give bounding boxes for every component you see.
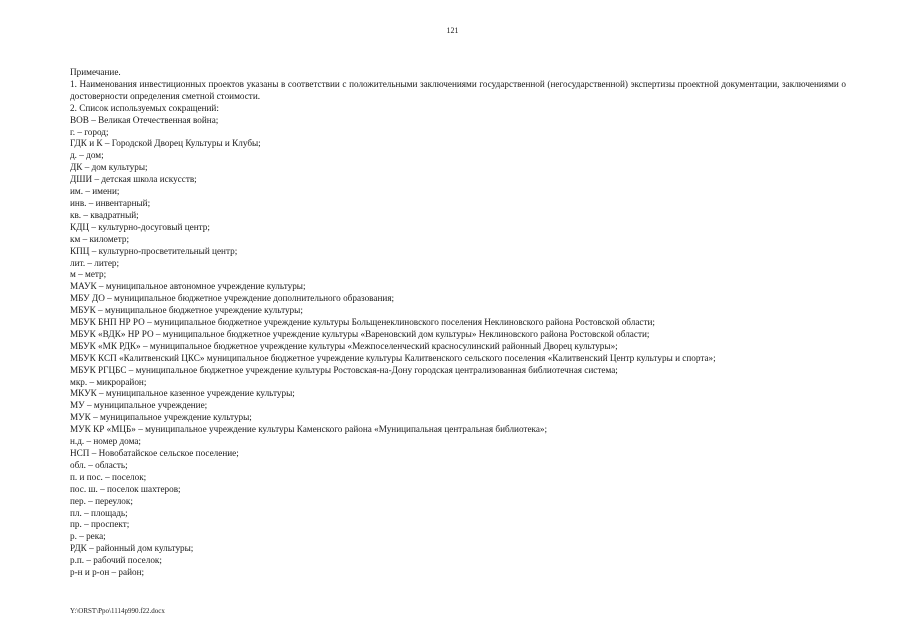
abbreviation-item: ВОВ – Великая Отечественная война; [70, 114, 219, 125]
abbreviation-item: инв. – инвентарный; [70, 197, 151, 208]
abbreviation-item: МУК – муниципальное учреждение культуры; [70, 412, 252, 423]
abbreviation-item: п. и пос. – поселок; [70, 471, 147, 482]
page-number: 121 [446, 26, 459, 35]
abbreviation-item: МБУК «МК РДК» – муниципальное бюджетное учреждение культуры «Межпоселенческий красносулинский районный Дворец культуры»; [70, 340, 618, 351]
abbreviation-item: МБУК КСП «Калитвенский ЦКС» муниципальное бюджетное учреждение культуры Калитвенского сельского поселения «Калитвенский Центр культуры и спорта»; [70, 352, 716, 363]
abbreviation-item: пл. – площадь; [70, 507, 128, 518]
abbreviation-item: ДК – дом культуры; [70, 162, 148, 173]
abbreviation-item: р. – река; [70, 531, 106, 542]
abbreviation-item: пер. – переулок; [70, 495, 133, 506]
note-paragraph-1: 1. Наименования инвестиционных проектов указаны в соответствии с положительными заключениями государственной (негосударственной) экспертизы проектной документации, заключениями о достоверности определения сметной стоимости. [70, 78, 846, 101]
abbreviation-item: р.п. – рабочий поселок; [70, 555, 162, 566]
abbreviation-item: КПЦ – культурно-просветительный центр; [70, 245, 238, 256]
abbreviation-item: ДШИ – детская школа искусств; [70, 174, 197, 185]
abbreviation-item: МБУК БНП НР РО – муниципальное бюджетное учреждение культуры Больщенеклиновского поселения Неклиновского района Ростовской области; [70, 317, 655, 328]
abbreviation-item: МБУК «ВДК» НР РО – муниципальное бюджетное учреждение культуры «Вареновский дом культуры» Неклиновского района Ростовской области; [70, 328, 650, 339]
abbreviation-item: км – километр; [70, 233, 130, 244]
abbreviation-item: МУК КР «МЦБ» – муниципальное учреждение культуры Каменского района «Муниципальная центральная библиотека»; [70, 424, 548, 435]
note-title: Примечание. [70, 67, 121, 77]
abbreviation-list [70, 115, 846, 579]
abbreviation-item: им. – имени; [70, 186, 120, 197]
footer-file-path: Y:\ORST\Ppo\1114p990.f22.docx [70, 607, 165, 615]
abbreviation-item: МБУК РГЦБС – муниципальное бюджетное учреждение культуры Ростовская-на-Дону городская централизованная библиотечная система; [70, 364, 618, 375]
abbreviation-item: мкр. – микрорайон; [70, 376, 147, 387]
abbreviation-item: обл. – область; [70, 459, 128, 470]
abbreviation-item: д. – дом; [70, 150, 104, 161]
document-body [70, 67, 846, 579]
abbreviation-item: РДК – районный дом культуры; [70, 543, 194, 554]
abbreviation-item: КДЦ – культурно-досуговый центр; [70, 221, 210, 232]
abbreviation-item: ГДК и К – Городской Дворец Культуры и Клубы; [70, 138, 261, 149]
abbreviation-item: МКУК – муниципальное казенное учреждение культуры; [70, 388, 295, 399]
abbreviation-item: н.д. – номер дома; [70, 436, 141, 447]
abbreviation-item: пос. ш. – поселок шахтеров; [70, 483, 181, 494]
abbreviation-item: НСП – Новобатайское сельское поселение; [70, 448, 239, 458]
abbreviation-item: МАУК – муниципальное автономное учреждение культуры; [70, 281, 306, 292]
abbreviation-item: пр. – проспект; [70, 519, 130, 530]
abbreviation-item: кв. – квадратный; [70, 209, 139, 220]
abbreviation-item: МУ – муниципальное учреждение; [70, 400, 208, 411]
abbreviation-item: МБУК – муниципальное бюджетное учреждение культуры; [70, 305, 303, 316]
abbreviation-item: г. – город; [70, 126, 109, 137]
abbreviation-item: МБУ ДО – муниципальное бюджетное учреждение дополнительного образования; [70, 293, 395, 304]
note-paragraph-2-title: 2. Список используемых сокращений: [70, 102, 219, 113]
abbreviation-item: лит. – литер; [70, 257, 120, 268]
abbreviation-item: м – метр; [70, 269, 107, 280]
abbreviation-item: р-н и р-он – район; [70, 567, 145, 578]
